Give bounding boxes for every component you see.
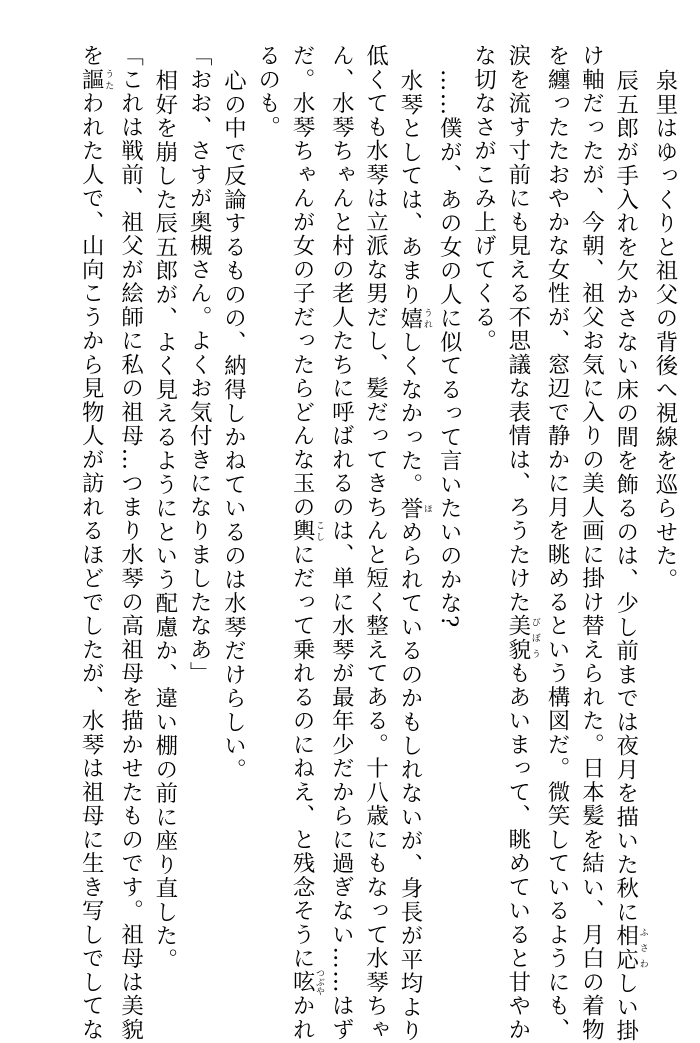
text-column: 「おお、さすが奥槻さん。よくお気付きになりましたなあ」 — [186, 44, 213, 686]
furigana-reading: つぶや — [314, 968, 325, 996]
text-column: な切なさがこみ上げてくる。 — [470, 44, 497, 353]
vertical-body-text — [74, 44, 682, 1043]
furigana-reading: こし — [314, 519, 325, 543]
text-column: 心の中で反論するものの、納得しかねているのは水琴だけらしい。 — [220, 69, 247, 782]
furigana-reading: ふさわ — [637, 924, 648, 972]
text-column: 低くても水琴は立派な男だし、髪だってきちんと短く整えてある。十八歳にもなって水琴ちゃ — [362, 44, 389, 1042]
text-column: 辰五郎が手入れを欠かさない床の間を飾るのは、少し前までは夜月を描いた秋に相応 ふさわしい掛 — [612, 69, 648, 1043]
text-column: ……僕が、あの女の人に似てるって言いたいのかな? — [436, 69, 463, 629]
furigana-reading: うた — [103, 67, 114, 92]
text-column: 相好を崩した辰五郎が、よく見えるようにという配慮か、違い棚の前に座り直した。 — [151, 69, 178, 972]
text-column: るのも。 — [254, 44, 281, 139]
text-column: 泉里はゆっくりと祖父の背後へ視線を巡らせた。 — [652, 69, 678, 592]
text-column: を謳 うたわれた人で、山向こうから見物人が訪れるほどでしたが、水琴は祖母に生き写しでしてな — [78, 44, 114, 1042]
text-column: を纏ったたおやかな女性が、窓辺で静かに月を眺めるという構図だ。微笑しているようにも、 — [544, 44, 571, 1042]
text-column: 涙を流す寸前にも見える不思議な表情は、ろうたけた美貌 びぼうもあいまって、眺めていると甘やか — [504, 44, 540, 1042]
text-column: ん、水琴ちゃんと村の老人たちに呼ばれるのは、単に水琴が最年少だからに過ぎない……はず — [328, 44, 355, 1042]
furigana-reading: ほ — [421, 496, 432, 521]
furigana-word: 呟 つぶや — [289, 968, 325, 996]
text-column: 「これは戦前、祖父が絵師に私の祖母…つまり水琴の高祖母を描かせたものです。祖母は美貌 — [117, 44, 144, 1042]
furigana-word: 嬉 うれ — [396, 306, 432, 331]
furigana-word: 輿 こし — [289, 519, 325, 543]
furigana-reading: うれ — [421, 306, 432, 331]
furigana-word: 誉 ほ — [396, 496, 432, 521]
furigana-word: 謳 うた — [78, 67, 114, 92]
text-column: だ。水琴ちゃんが女の子だったらどんな玉の輿 こしにだって乗れるのにねえ、と残念そうに呟 つぶやかれ — [289, 44, 325, 1042]
furigana-word: 美貌 びぼう — [504, 614, 540, 662]
furigana-word: 相応 ふさわ — [612, 924, 648, 972]
text-column: け軸だったが、今朝、祖父お気に入りの美人画に掛け替えられた。日本髪を結い、月白の着物 — [578, 44, 605, 1042]
furigana-reading: びぼう — [529, 614, 540, 662]
text-column: 水琴としては、あまり嬉 うれしくなかった。誉 ほめられているのかもしれないが、身長が平均より — [396, 69, 432, 1043]
